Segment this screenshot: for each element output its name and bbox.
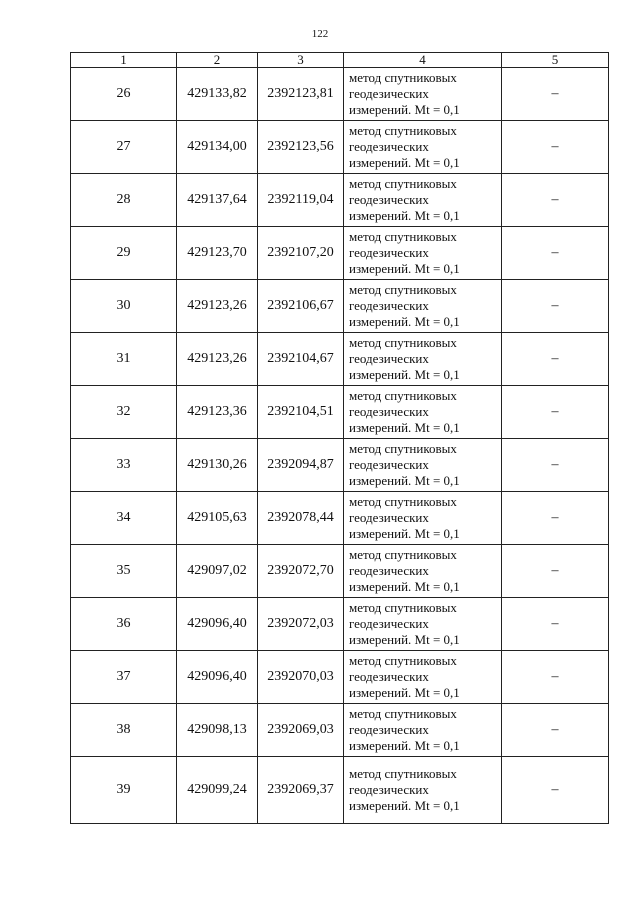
header-col-3: 3: [258, 53, 344, 68]
method-line: метод спутниковых: [349, 123, 457, 138]
method-line: метод спутниковых: [349, 766, 457, 781]
coord-y: 2392104,51: [258, 386, 344, 439]
header-col-4: 4: [344, 53, 502, 68]
method-line: метод спутниковых: [349, 653, 457, 668]
coord-y: 2392072,03: [258, 598, 344, 651]
note-cell: –: [502, 704, 609, 757]
coord-y: 2392072,70: [258, 545, 344, 598]
coord-y: 2392106,67: [258, 280, 344, 333]
method-cell: [344, 492, 502, 545]
point-number: 31: [71, 333, 177, 386]
coord-y: 2392094,87: [258, 439, 344, 492]
method-line: геодезических: [349, 616, 429, 631]
coord-x: 429134,00: [177, 121, 258, 174]
table-row: [71, 598, 609, 651]
method-cell: [344, 333, 502, 386]
method-cell: [344, 545, 502, 598]
table-row: [71, 439, 609, 492]
point-number: 30: [71, 280, 177, 333]
table-row: [71, 280, 609, 333]
method-line: геодезических: [349, 351, 429, 366]
table-row: [71, 704, 609, 757]
method-line: геодезических: [349, 782, 429, 797]
note-cell: –: [502, 386, 609, 439]
coord-y: 2392069,03: [258, 704, 344, 757]
method-line: геодезических: [349, 457, 429, 472]
page-number: 122: [311, 28, 329, 40]
header-col-2: 2: [177, 53, 258, 68]
method-line: геодезических: [349, 404, 429, 419]
method-line: измерений. Mt = 0,1: [349, 367, 460, 382]
table-row: [71, 68, 609, 121]
coord-y: 2392107,20: [258, 227, 344, 280]
point-number: 29: [71, 227, 177, 280]
table-row: [71, 333, 609, 386]
coord-y: 2392070,03: [258, 651, 344, 704]
coord-x: 429133,82: [177, 68, 258, 121]
method-line: геодезических: [349, 298, 429, 313]
note-cell: –: [502, 439, 609, 492]
note-cell: –: [502, 333, 609, 386]
note-cell: –: [502, 280, 609, 333]
coord-x: 429123,36: [177, 386, 258, 439]
method-line: метод спутниковых: [349, 229, 457, 244]
coord-y: 2392078,44: [258, 492, 344, 545]
note-cell: –: [502, 492, 609, 545]
method-line: измерений. Mt = 0,1: [349, 208, 460, 223]
method-cell: [344, 704, 502, 757]
note-cell: –: [502, 68, 609, 121]
method-cell: [344, 68, 502, 121]
table-row: [71, 174, 609, 227]
point-number: 28: [71, 174, 177, 227]
method-line: измерений. Mt = 0,1: [349, 155, 460, 170]
method-line: геодезических: [349, 139, 429, 154]
point-number: 35: [71, 545, 177, 598]
note-cell: –: [502, 598, 609, 651]
coord-x: 429123,26: [177, 333, 258, 386]
method-cell: [344, 651, 502, 704]
coordinates-table: [70, 52, 609, 824]
method-line: метод спутниковых: [349, 706, 457, 721]
method-cell: [344, 386, 502, 439]
method-line: метод спутниковых: [349, 282, 457, 297]
coord-x: 429099,24: [177, 757, 258, 824]
note-cell: –: [502, 545, 609, 598]
coord-y: 2392123,56: [258, 121, 344, 174]
method-line: геодезических: [349, 245, 429, 260]
coord-x: 429096,40: [177, 598, 258, 651]
method-line: метод спутниковых: [349, 70, 457, 85]
note-cell: –: [502, 174, 609, 227]
coord-x: 429105,63: [177, 492, 258, 545]
method-line: измерений. Mt = 0,1: [349, 798, 460, 813]
point-number: 34: [71, 492, 177, 545]
coord-y: 2392123,81: [258, 68, 344, 121]
note-cell: –: [502, 651, 609, 704]
method-line: измерений. Mt = 0,1: [349, 102, 460, 117]
method-cell: [344, 757, 502, 824]
coord-x: 429130,26: [177, 439, 258, 492]
method-cell: [344, 121, 502, 174]
table-row: [71, 651, 609, 704]
coord-y: 2392119,04: [258, 174, 344, 227]
coord-y: 2392104,67: [258, 333, 344, 386]
table-row: [71, 386, 609, 439]
method-line: геодезических: [349, 192, 429, 207]
method-cell: [344, 439, 502, 492]
coord-x: 429097,02: [177, 545, 258, 598]
table-row: [71, 492, 609, 545]
method-line: измерений. Mt = 0,1: [349, 632, 460, 647]
table-row: [71, 227, 609, 280]
method-line: метод спутниковых: [349, 494, 457, 509]
point-number: 39: [71, 757, 177, 824]
point-number: 26: [71, 68, 177, 121]
method-line: метод спутниковых: [349, 441, 457, 456]
header-row: [71, 53, 609, 68]
method-cell: [344, 227, 502, 280]
coord-y: 2392069,37: [258, 757, 344, 824]
table-row: [71, 121, 609, 174]
coord-x: 429137,64: [177, 174, 258, 227]
coord-x: 429123,26: [177, 280, 258, 333]
method-line: метод спутниковых: [349, 176, 457, 191]
note-cell: –: [502, 227, 609, 280]
note-cell: –: [502, 757, 609, 824]
method-line: геодезических: [349, 722, 429, 737]
point-number: 32: [71, 386, 177, 439]
point-number: 33: [71, 439, 177, 492]
point-number: 37: [71, 651, 177, 704]
method-line: геодезических: [349, 510, 429, 525]
point-number: 38: [71, 704, 177, 757]
coord-x: 429096,40: [177, 651, 258, 704]
table-body: [71, 68, 609, 824]
table-row: [71, 545, 609, 598]
method-cell: [344, 174, 502, 227]
coord-x: 429123,70: [177, 227, 258, 280]
method-line: метод спутниковых: [349, 388, 457, 403]
method-line: метод спутниковых: [349, 547, 457, 562]
method-cell: [344, 280, 502, 333]
method-cell: [344, 598, 502, 651]
table-row: [71, 757, 609, 824]
method-line: измерений. Mt = 0,1: [349, 261, 460, 276]
method-line: измерений. Mt = 0,1: [349, 526, 460, 541]
method-line: измерений. Mt = 0,1: [349, 473, 460, 488]
method-line: метод спутниковых: [349, 600, 457, 615]
header-col-5: 5: [502, 53, 609, 68]
method-line: метод спутниковых: [349, 335, 457, 350]
method-line: измерений. Mt = 0,1: [349, 685, 460, 700]
coord-x: 429098,13: [177, 704, 258, 757]
header-col-1: 1: [71, 53, 177, 68]
method-line: геодезических: [349, 669, 429, 684]
method-line: геодезических: [349, 86, 429, 101]
method-line: геодезических: [349, 563, 429, 578]
method-line: измерений. Mt = 0,1: [349, 579, 460, 594]
point-number: 27: [71, 121, 177, 174]
point-number: 36: [71, 598, 177, 651]
method-line: измерений. Mt = 0,1: [349, 420, 460, 435]
method-line: измерений. Mt = 0,1: [349, 738, 460, 753]
method-line: измерений. Mt = 0,1: [349, 314, 460, 329]
note-cell: –: [502, 121, 609, 174]
